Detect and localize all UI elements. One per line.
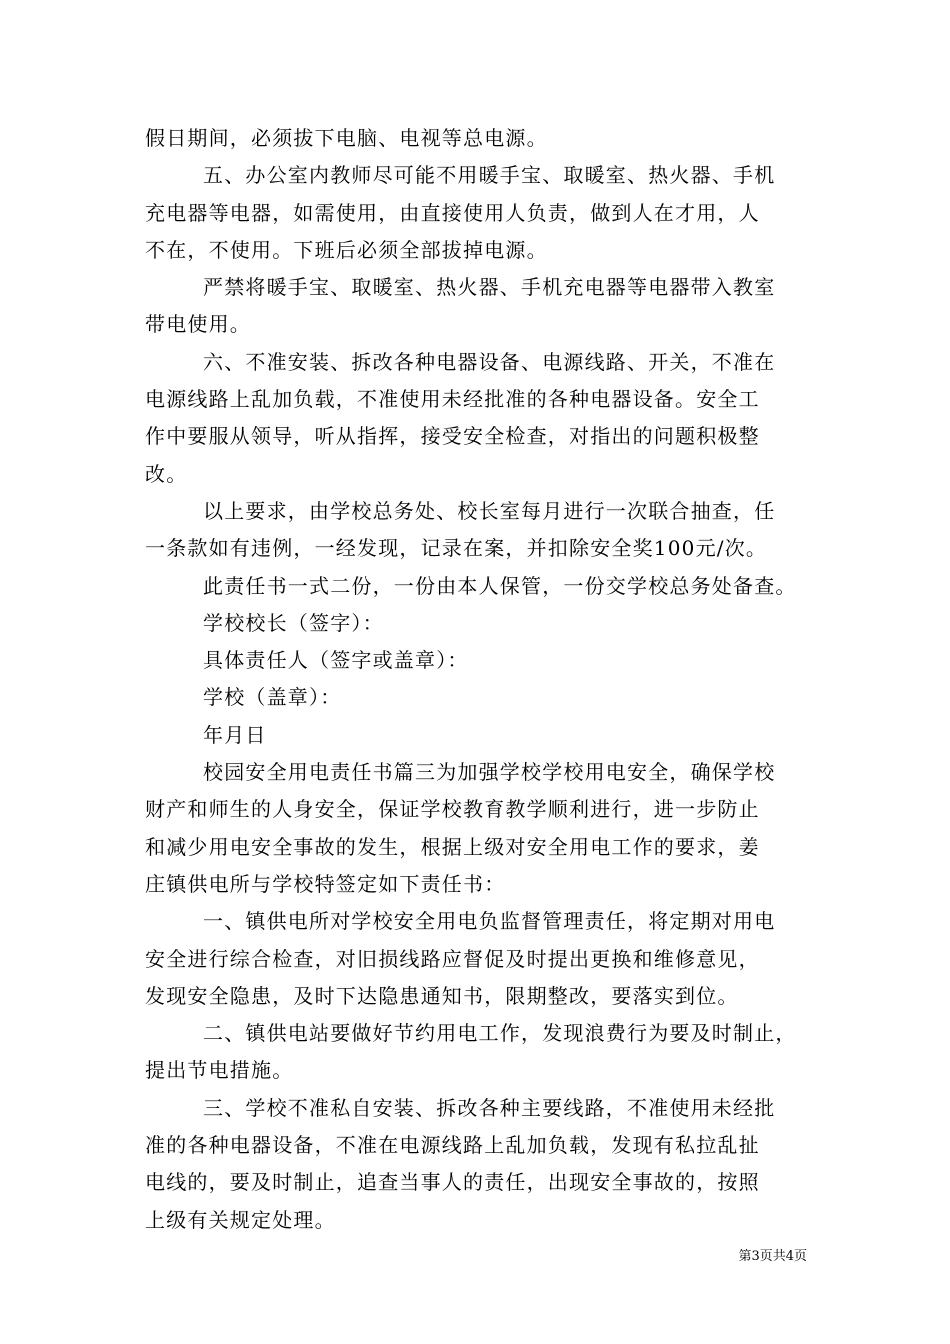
text-line: 严禁将暖手宝、取暖室、热火器、手机充电器等电器带入教室: [203, 275, 776, 300]
text-line: 改。: [145, 461, 188, 486]
text-line: 庄镇供电所与学校特签定如下责任书：: [145, 871, 506, 896]
text-line: 二、镇供电站要做好节约用电工作，发现浪费行为要及时制止，: [203, 1021, 797, 1046]
text-line: 以上要求，由学校总务处、校长室每月进行一次联合抽查，任: [203, 498, 776, 523]
text-line: 不在，不使用。下班后必须全部拔掉电源。: [145, 237, 548, 262]
text-line: 带电使用。: [145, 312, 251, 337]
text-line: 财产和师生的人身安全，保证学校教育教学顺利进行，进一步防止: [145, 797, 760, 822]
text-line: 具体责任人（签字或盖章）：: [203, 648, 469, 673]
text-line: 提出节电措施。: [145, 1058, 294, 1083]
document-body: [145, 120, 807, 1239]
text-line: 学校（盖章）：: [203, 685, 342, 710]
text-line: 安全进行综合检查，对旧损线路应督促及时提出更换和维修意见，: [145, 946, 760, 971]
text-line: 六、不准安装、拆改各种电器设备、电源线路、开关，不准在: [203, 349, 776, 374]
text-line: 校园安全用电责任书篇三为加强学校学校用电安全，确保学校: [203, 760, 776, 785]
text-line: 电线的，要及时制止，追查当事人的责任，出现安全事故的，按照: [145, 1170, 760, 1195]
text-line: 三、学校不准私自安装、拆改各种主要线路，不准使用未经批: [203, 1095, 776, 1120]
text-line: 年月日: [203, 722, 267, 747]
text-line: 准的各种电器设备，不准在电源线路上乱加负载，发现有私拉乱扯: [145, 1133, 760, 1158]
text-line: 学校校长（签字）：: [203, 610, 384, 635]
text-line: 假日期间，必须拔下电脑、电视等总电源。: [145, 126, 548, 150]
text-line: 一条款如有违例，一经发现，记录在案，并扣除安全奖100元/次。: [145, 536, 768, 561]
text-line: 和减少用电安全事故的发生，根据上级对安全用电工作的要求，姜: [145, 834, 760, 859]
text-line: 充电器等电器，如需使用，由直接使用人负责，做到人在才用，人: [145, 200, 760, 225]
text-line: 上级有关规定处理。: [145, 1207, 336, 1232]
text-line: 电源线路上乱加负载，不准使用未经批准的各种电器设备。安全工: [145, 387, 760, 412]
page-footer: [738, 1249, 807, 1265]
text-line: 发现安全隐患，及时下达隐患通知书，限期整改，要落实到位。: [145, 983, 739, 1008]
text-line: 五、办公室内教师尽可能不用暖手宝、取暖室、热火器、手机: [203, 163, 776, 188]
text-line: 作中要服从领导，听从指挥，接受安全检查，对指出的问题积极整: [145, 424, 760, 449]
text-line: 一、镇供电所对学校安全用电负监督管理责任，将定期对用电: [203, 909, 776, 934]
text-line: 此责任书一式二份，一份由本人保管，一份交学校总务处备查。: [203, 573, 797, 598]
page-number-label: 第3页共4页: [738, 1249, 807, 1264]
